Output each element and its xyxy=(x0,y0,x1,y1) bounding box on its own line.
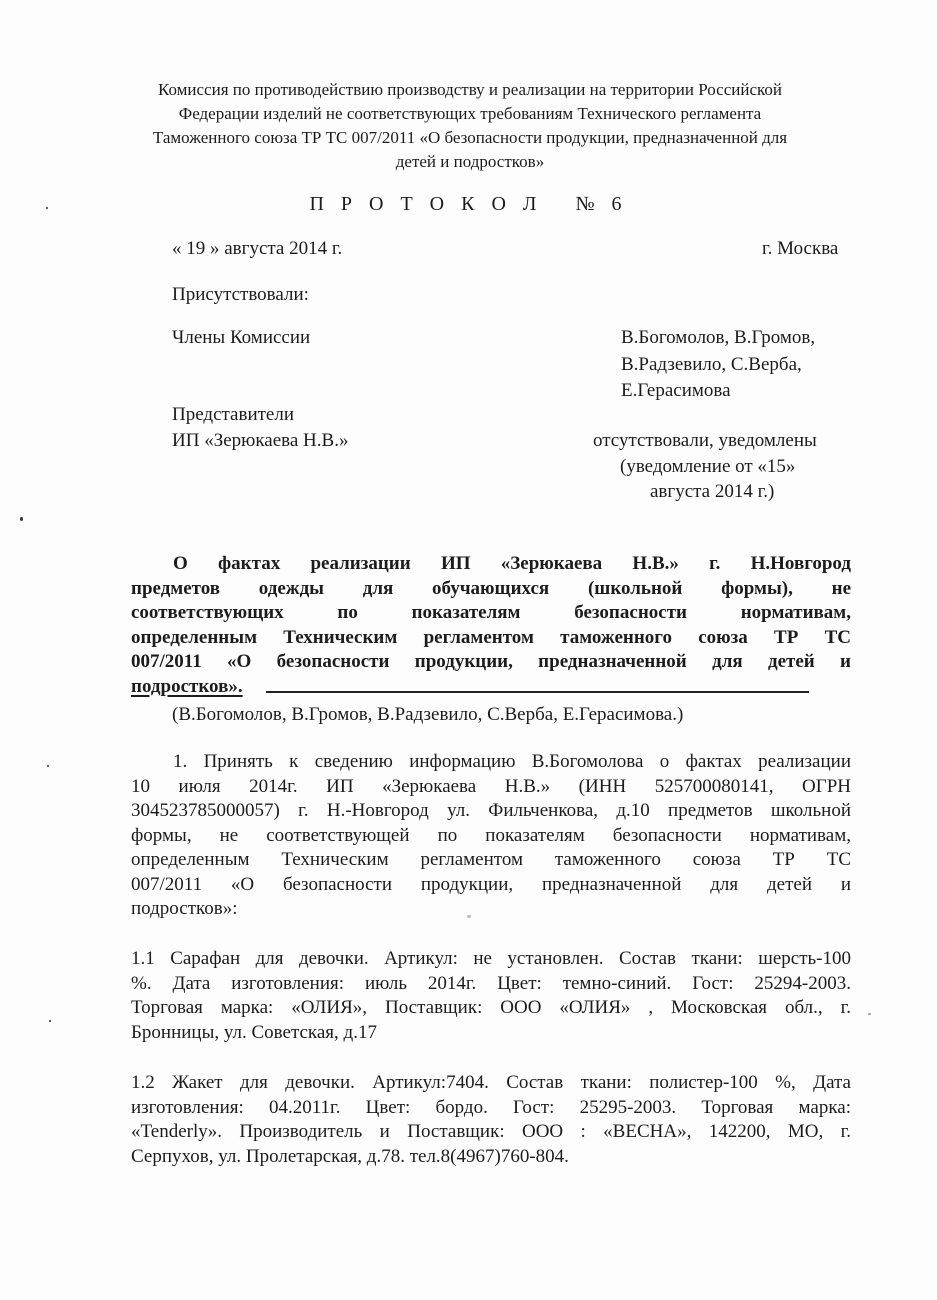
scan-speck xyxy=(868,1013,871,1015)
subject-line: соответствующих по показателям безопасности нормативам, xyxy=(131,602,851,623)
header-line: Федерации изделий не соответствующих требованиям Технического регламента xyxy=(178,104,762,123)
item-1-1 xyxy=(131,947,851,1045)
item-1-2-line: 1.2 Жакет для девочки. Артикул:7404. Состав ткани: полистер-100 %, Дата xyxy=(131,1072,851,1093)
item-1-line: формы, не соответствующей по показателям безопасности нормативам, xyxy=(131,824,851,846)
item-1-line: 007/2011 «О безопасности продукции, предназначенной для детей и xyxy=(131,873,851,895)
member-names-line: Е.Герасимова xyxy=(621,380,731,401)
subject-line: определенным Техническим регламентом таможенного союза ТР ТС xyxy=(131,626,851,648)
item-1-1-line: %. Дата изготовления: июль 2014г. Цвет: темно-синий. Гост: 25294-2003. xyxy=(131,972,851,994)
header-line: детей и подростков» xyxy=(395,152,545,171)
representatives-entity: ИП «Зерюкаева Н.В.» xyxy=(172,430,349,451)
header-line: Комиссия по противодействию производству и реализации на территории Российской xyxy=(157,80,783,99)
agenda-subject xyxy=(131,552,851,699)
item-1-line: определенным Техническим регламентом таможенного союза ТР ТС xyxy=(131,849,851,870)
subject-speakers: (В.Богомолов, В.Громов, В.Радзевило, С.Верба, Е.Герасимова.) xyxy=(172,704,684,725)
representatives-label: Представители xyxy=(172,404,294,425)
representatives-status: отсутствовали, уведомлены xyxy=(593,430,817,451)
item-1-2-line: изготовления: 04.2011г. Цвет: бордо. Гост: 25295-2003. Торговая марка: xyxy=(131,1096,851,1118)
representatives-status: (уведомление от «15» xyxy=(620,456,796,477)
scan-speck xyxy=(47,765,49,767)
scan-speck xyxy=(49,1020,51,1022)
scan-speck xyxy=(20,517,23,521)
protocol-title: П Р О Т О К О Л № 6 xyxy=(309,193,628,215)
subject-line: подростков». xyxy=(131,675,243,697)
protocol-date: « 19 » августа 2014 г. xyxy=(172,238,343,259)
item-1-line: 1. Принять к сведению информацию В.Богомолова о фактах реализации xyxy=(173,751,851,772)
subject-line: 007/2011 «О безопасности продукции, предназначенной для детей и xyxy=(131,651,851,672)
item-1-line: 10 июля 2014г. ИП «Зерюкаева Н.В.» (ИНН 525700080141, ОГРН xyxy=(131,775,851,797)
subject-line: предметов одежды для обучающихся (школьной формы), не xyxy=(131,577,851,599)
item-1-1-line: 1.1 Сарафан для девочки. Артикул: не установлен. Состав ткани: шерсть-100 xyxy=(131,948,851,969)
scan-speck xyxy=(46,207,48,209)
member-names-line: В.Богомолов, В.Громов, xyxy=(621,327,816,348)
item-1-2 xyxy=(131,1071,851,1169)
item-1-2-line: «Tenderly». Производитель и Поставщик: ООО : «ВЕСНА», 142200, МО, г. xyxy=(131,1121,851,1142)
representatives-status: августа 2014 г.) xyxy=(650,481,775,502)
item-1-1-line: Бронницы, ул. Советская, д.17 xyxy=(131,1021,377,1043)
item-1-line: подростков»: xyxy=(131,898,238,919)
member-names-line: В.Радзевило, С.Верба, xyxy=(621,354,802,375)
item-1-2-line: Серпухов, ул. Пролетарская, д.78. тел.8(4967)760-804. xyxy=(131,1145,569,1167)
scan-speck xyxy=(467,915,471,918)
protocol-city: г. Москва xyxy=(762,238,839,259)
commission-header xyxy=(120,78,820,174)
header-line: Таможенного союза ТР ТС 007/2011 «О безопасности продукции, предназначенной для xyxy=(152,128,788,147)
subject-underline xyxy=(266,691,809,693)
subject-line: О фактах реализации ИП «Зерюкаева Н.В.» г. Н.Новгород xyxy=(173,553,851,574)
item-1-line: 304523785000057) г. Н.-Новгород ул. Фильченкова, д.10 предметов школьной xyxy=(131,800,851,821)
item-1 xyxy=(131,750,851,922)
members-label: Члены Комиссии xyxy=(172,327,311,348)
item-1-1-line: Торговая марка: «ОЛИЯ», Поставщик: ООО «ОЛИЯ» , Московская обл., г. xyxy=(131,997,851,1018)
present-label: Присутствовали: xyxy=(172,284,309,305)
